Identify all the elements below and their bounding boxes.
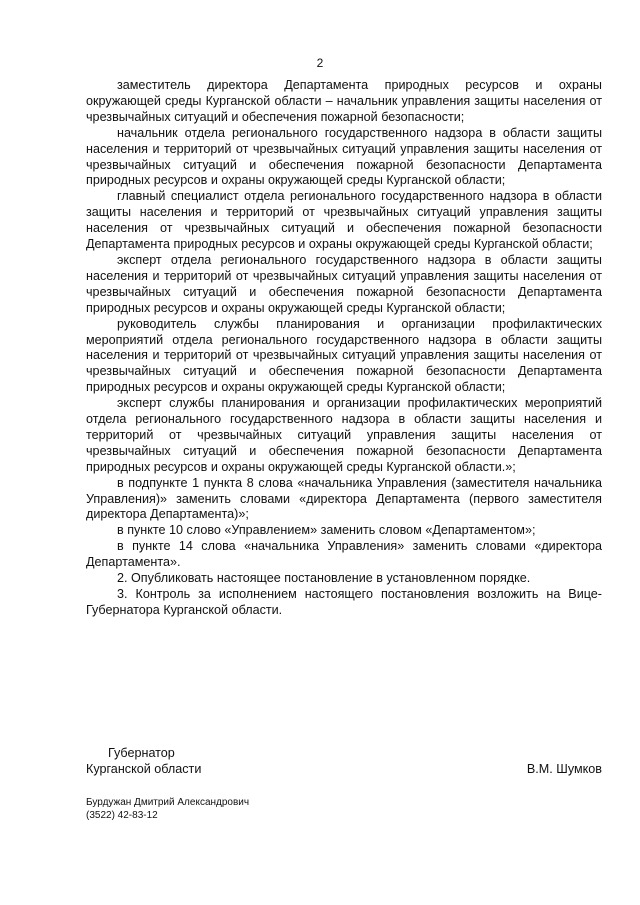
executor-phone: (3522) 42-83-12 [86,809,158,821]
paragraph-expert-department: эксперт отдела регионального государственного надзора в области защиты населения и территорий от чрезвычайных ситуаций управления защиты населения от чрезвычайных ситуаций и обеспечения пожарной безопасности Департамента природных ресурсов и охраны окружающей среды Курганской области; [86,252,602,315]
paragraph-publish: 2. Опубликовать настоящее постановление в установленном порядке. [117,571,531,586]
paragraph-amend-point-8: в подпункте 1 пункта 8 слова «начальника Управления (заместителя начальника Управления)» заменить словами «директора Департамента (первого заместителя директора Департамента)»; [86,475,602,522]
executor-block [86,797,249,822]
signature-block [86,745,602,777]
paragraph-deputy-director: заместитель директора Департамента природных ресурсов и охраны окружающей среды Курганской области – начальник управления защиты населения от чрезвычайных ситуаций и обеспечения пожарной безопасности; [86,78,602,124]
paragraph-chief-specialist: главный специалист отдела регионального государственного надзора в области защиты населения и территорий от чрезвычайных ситуаций управления защиты населения от чрезвычайных ситуаций и обеспечения пожарной безопасности Департамента природных ресурсов и охраны окружающей среды Курганской области; [86,189,602,252]
page-number: 2 [316,56,324,70]
paragraph-amend-point-14: в пункте 14 слова «начальника Управления» заменить словами «директора Департамента». [86,539,602,570]
signatory-region: Курганской области [86,762,202,776]
paragraph-expert-service: эксперт службы планирования и организации профилактических мероприятий отдела регионального государственного надзора в области защиты населения и территорий от чрезвычайных ситуаций управления защиты населения от чрезвычайных ситуаций и обеспечения пожарной безопасности Департамента природных ресурсов и охраны окружающей среды Курганской области.»; [86,396,602,474]
signatory-title: Губернатор [108,746,175,760]
paragraph-head-of-service: руководитель службы планирования и организации профилактических мероприятий отдела регионального государственного надзора в области защиты населения и территорий от чрезвычайных ситуаций управления защиты населения от чрезвычайных ситуаций и обеспечения пожарной безопасности Департамента природных ресурсов и охраны окружающей среды Курганской области; [86,316,602,395]
paragraph-amend-point-10: в пункте 10 слово «Управлением» заменить словом «Департаментом»; [117,523,536,538]
signatory-name: В.М. Шумков [526,762,602,776]
executor-name: Бурдужан Дмитрий Александрович [86,797,250,808]
paragraph-head-of-department: начальник отдела регионального государственного надзора в области защиты населения и территорий от чрезвычайных ситуаций управления защиты населения от чрезвычайных ситуаций и обеспечения пожарной безопасности Департамента природных ресурсов и охраны окружающей среды Курганской области; [86,125,602,188]
document-body [86,78,602,619]
paragraph-control: 3. Контроль за исполнением настоящего постановления возложить на Вице-Губернатора Курганской области. [86,587,602,617]
